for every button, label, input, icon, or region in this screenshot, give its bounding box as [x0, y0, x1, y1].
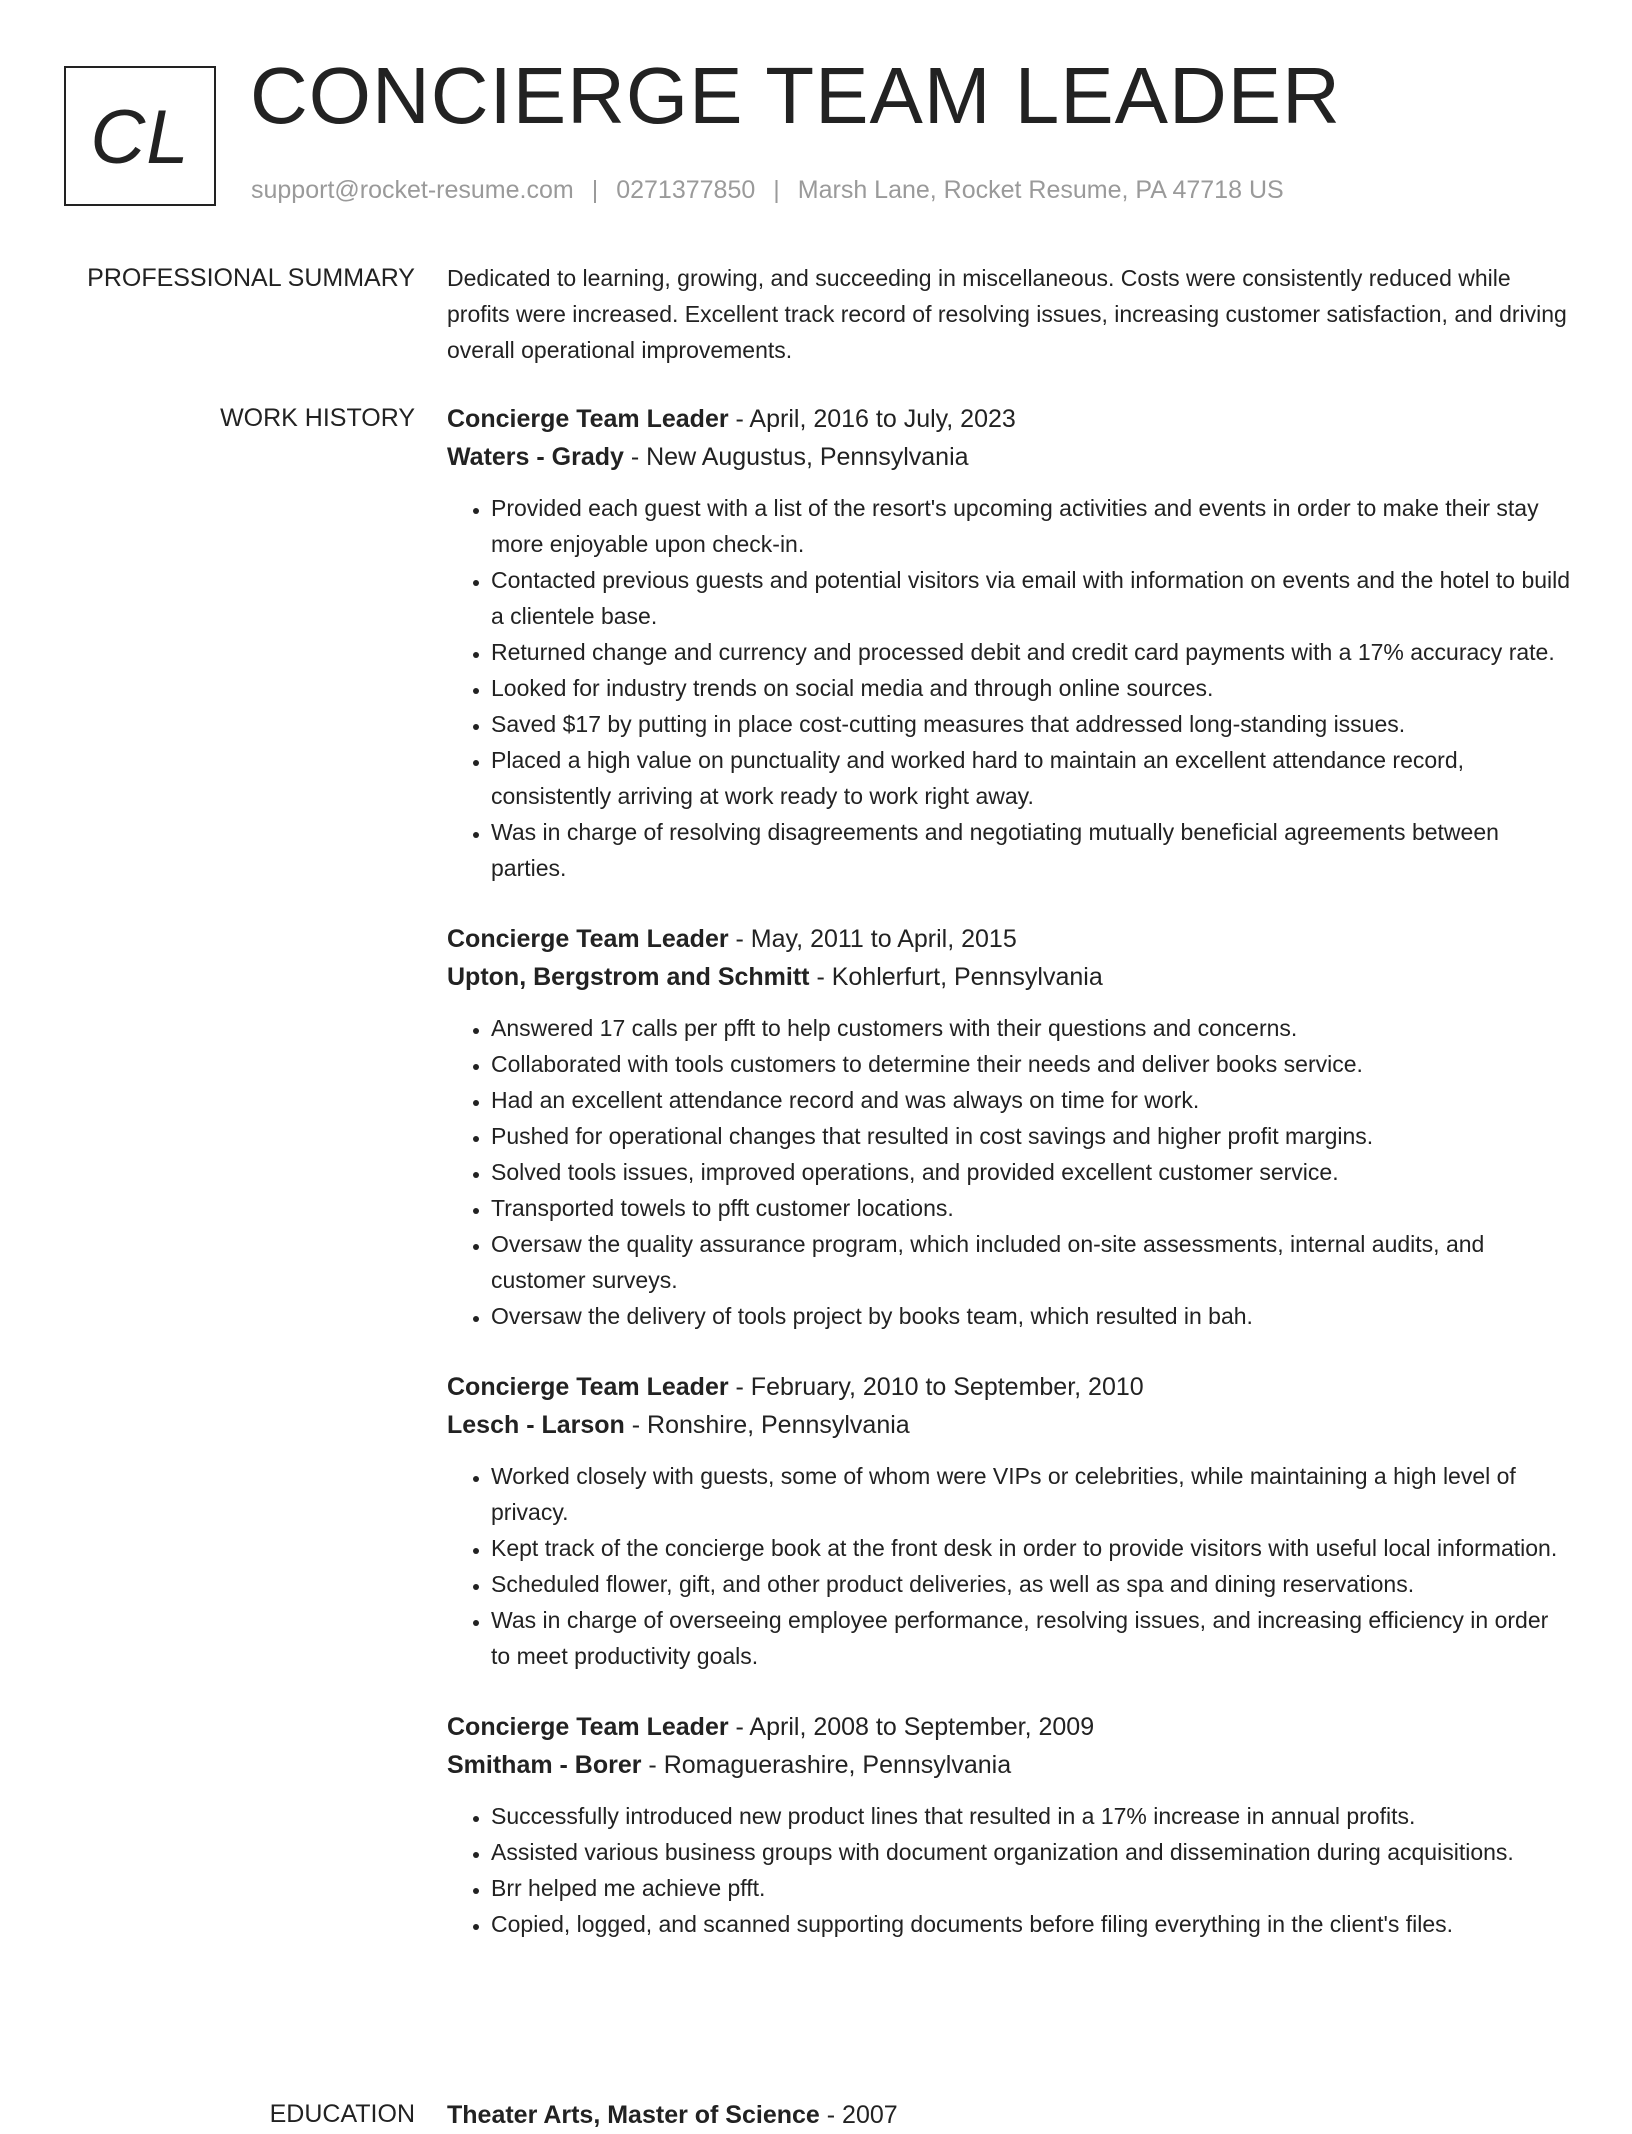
job-company-line [447, 958, 1572, 996]
job-location: - Romaguerashire, Pennsylvania [641, 1751, 1012, 1779]
list-item: • Transported towels to pfft customer locations. [491, 1190, 1572, 1226]
contact-phone[interactable]: 0271377850 [616, 176, 756, 204]
contact-email[interactable]: support@rocket-resume.com [251, 176, 574, 204]
job-title-line [447, 920, 1572, 958]
job-bullets [447, 490, 1572, 886]
list-item: • Had an excellent attendance record and was always on time for work. [491, 1082, 1572, 1118]
job-company: Smitham - Borer [447, 1751, 642, 1779]
section-label-work-history: WORK HISTORY [220, 404, 415, 432]
job-location: - New Augustus, Pennsylvania [623, 443, 969, 471]
list-item: • Was in charge of resolving disagreements and negotiating mutually beneficial agreements between parties. [491, 814, 1572, 886]
list-item: • Oversaw the delivery of tools project by books team, which resulted in bah. [491, 1298, 1572, 1334]
job-location: - Ronshire, Pennsylvania [624, 1411, 910, 1439]
list-item: • Successfully introduced new product lines that resulted in a 17% increase in annual profits. [491, 1798, 1572, 1834]
job-entry [447, 1708, 1572, 1942]
section-label-education: EDUCATION [269, 2100, 415, 2128]
job-entry [447, 1368, 1572, 1674]
contact-separator: | [773, 176, 780, 204]
resume-title: CONCIERGE TEAM LEADER [250, 51, 1341, 140]
job-bullets [447, 1010, 1572, 1334]
list-item: • Returned change and currency and processed debit and credit card payments with a 17% accuracy rate. [491, 634, 1572, 670]
job-title-line [447, 400, 1572, 438]
job-location: - Kohlerfurt, Pennsylvania [809, 963, 1103, 991]
jobs-list [447, 400, 1572, 1976]
list-item: • Was in charge of overseeing employee performance, resolving issues, and increasing efficiency in order to meet productivity goals. [491, 1602, 1572, 1674]
job-entry [447, 400, 1572, 886]
summary-text: Dedicated to learning, growing, and succeeding in miscellaneous. Costs were consistently reduced while profits were increased. Excellent track record of resolving issues, increasing customer satisfaction, and driving overall operational improvements. [447, 265, 1567, 363]
job-company-line [447, 1406, 1572, 1444]
list-item: • Saved $17 by putting in place cost-cutting measures that addressed long-standing issues. [491, 706, 1572, 742]
job-dates: - April, 2008 to September, 2009 [728, 1713, 1095, 1741]
list-item: • Solved tools issues, improved operations, and provided excellent customer service. [491, 1154, 1572, 1190]
job-bullets [447, 1798, 1572, 1942]
list-item: • Pushed for operational changes that resulted in cost savings and higher profit margins. [491, 1118, 1572, 1154]
contact-separator: | [591, 176, 599, 204]
job-title: Concierge Team Leader [447, 925, 729, 953]
education-entry [447, 2096, 1572, 2134]
education-degree: Theater Arts, Master of Science [447, 2101, 820, 2129]
list-item: • Contacted previous guests and potential visitors via email with information on events and the hotel to build a clientele base. [491, 562, 1572, 634]
list-item: • Scheduled flower, gift, and other product deliveries, as well as spa and dining reservations. [491, 1566, 1572, 1602]
job-company: Lesch - Larson [447, 1411, 625, 1439]
job-dates: - May, 2011 to April, 2015 [728, 925, 1017, 953]
section-label-summary: PROFESSIONAL SUMMARY [87, 264, 415, 292]
list-item: • Provided each guest with a list of the resort's upcoming activities and events in order to make their stay more enjoyable upon check-in. [491, 490, 1572, 562]
job-title: Concierge Team Leader [447, 1373, 729, 1401]
list-item: • Brr helped me achieve pfft. [491, 1870, 1572, 1906]
monogram-initials: CL [90, 94, 190, 180]
education-dates: - 2007 [819, 2101, 898, 2129]
job-title: Concierge Team Leader [447, 1713, 729, 1741]
list-item: • Copied, logged, and scanned supporting documents before filing everything in the client's files. [491, 1906, 1572, 1942]
job-title-line [447, 1368, 1572, 1406]
list-item: • Oversaw the quality assurance program, which included on-site assessments, internal audits, and customer surveys. [491, 1226, 1572, 1298]
monogram-box [64, 66, 216, 206]
job-dates: - April, 2016 to July, 2023 [728, 405, 1016, 433]
job-company: Waters - Grady [447, 443, 624, 471]
list-item: • Assisted various business groups with document organization and dissemination during acquisitions. [491, 1834, 1572, 1870]
list-item: • Collaborated with tools customers to determine their needs and deliver books service. [491, 1046, 1572, 1082]
list-item: • Answered 17 calls per pfft to help customers with their questions and concerns. [491, 1010, 1572, 1046]
list-item: • Looked for industry trends on social media and through online sources. [491, 670, 1572, 706]
list-item: • Kept track of the concierge book at the front desk in order to provide visitors with useful local information. [491, 1530, 1572, 1566]
list-item: • Placed a high value on punctuality and worked hard to maintain an excellent attendance record, consistently arriving at work ready to work right away. [491, 742, 1572, 814]
job-dates: - February, 2010 to September, 2010 [728, 1373, 1144, 1401]
job-bullets [447, 1458, 1572, 1674]
list-item: • Worked closely with guests, some of whom were VIPs or celebrities, while maintaining a high level of privacy. [491, 1458, 1572, 1530]
job-title: Concierge Team Leader [447, 405, 729, 433]
contact-line [251, 176, 1284, 205]
contact-address: Marsh Lane, Rocket Resume, PA 47718 US [797, 176, 1284, 204]
job-entry [447, 920, 1572, 1334]
job-title-line [447, 1708, 1572, 1746]
job-company: Upton, Bergstrom and Schmitt [447, 963, 810, 991]
job-company-line [447, 438, 1572, 476]
job-company-line [447, 1746, 1572, 1784]
